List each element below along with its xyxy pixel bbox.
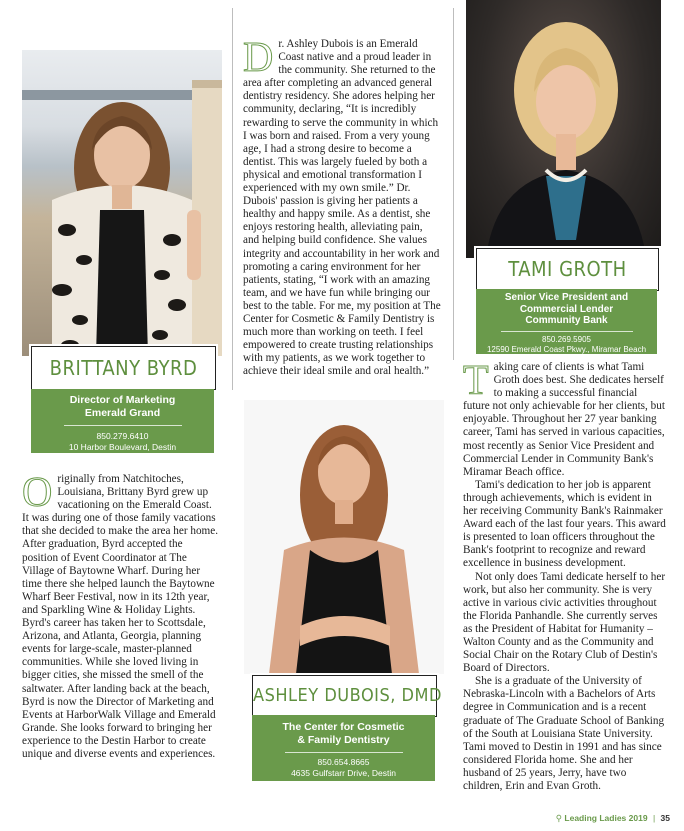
profile-title: Senior Vice President and Commercial Lender Community Bank bbox=[504, 292, 629, 326]
article-paragraph: Not only does Tami dedicate herself to her work, but also her community. She is very active in various civic activities throughout the Florida Panhandle. She currently serves as the President of Habitat for Humanity – Walton County and as the Community and Social Chair on the Rotary Club of Destin's Board of Directors. bbox=[463, 570, 666, 675]
drop-cap: T bbox=[463, 358, 489, 404]
info-divider bbox=[285, 752, 403, 753]
profile-phone: 850.279.6410 bbox=[96, 431, 149, 441]
page-number: 35 bbox=[660, 813, 670, 823]
article-paragraph: aking care of clients is what Tami Groth does best. She dedicates herself to making a successful financial future not only achievable for her clients, but enjoyable. Throughout her 27 year banking career, Tami has served in various capacities, most recently as Senior Vice President and Commercial Lender in Community Bank's Miramar Beach office. bbox=[463, 361, 665, 478]
profile-title: The Center for Cosmetic & Family Dentistry bbox=[282, 721, 405, 746]
drop-cap: O bbox=[22, 470, 53, 516]
profile-address: 10 Harbor Boulevard, Destin bbox=[68, 442, 177, 452]
profile-name: TAMI GROTH bbox=[508, 257, 627, 281]
column-divider-right bbox=[453, 8, 454, 360]
profile-name: BRITTANY BYRD bbox=[49, 356, 198, 380]
profile-address: 4635 Gulfstarr Drive, Destin bbox=[291, 768, 396, 778]
footer-separator: | bbox=[652, 813, 656, 823]
publication-name: Leading Ladies 2019 bbox=[564, 813, 648, 823]
article-body-tami-groth bbox=[463, 358, 666, 793]
profile-address: 12590 Emerald Coast Pkwy., Miramar Beach bbox=[486, 344, 647, 354]
info-box-brittany-byrd bbox=[31, 389, 214, 453]
page-footer bbox=[556, 813, 670, 824]
article-body-brittany-byrd bbox=[22, 470, 220, 761]
info-box-tami-groth bbox=[476, 289, 657, 354]
info-divider bbox=[64, 425, 182, 426]
pin-icon: ⚲ bbox=[555, 813, 563, 823]
article-body-ashley-dubois bbox=[243, 35, 441, 378]
article-paragraph: Tami's dedication to her job is apparent through achievements, which is evident in her receiving Community Bank's Rainmaker Award each of the last four years. This award is presented to loan officers throughout the Bank's footprint to recognize and reward excellence in business development. bbox=[463, 478, 666, 570]
profile-phone: 850.654.8665 bbox=[317, 757, 370, 767]
article-paragraph: She is a graduate of the University of Nebraska-Lincoln with a Bachelors of Arts degree in Communication and is a recent graduate of The Graduate School of Banking of the South at Louisiana State University. Tami moved to Destin in 1991 and has since considered Florida home. She and her husband of 25 years, Jerry, have two children, Erin and Evan Groth. bbox=[463, 675, 665, 792]
profile-title: Director of Marketing Emerald Grand bbox=[69, 394, 176, 419]
info-divider bbox=[501, 331, 633, 332]
article-paragraph: riginally from Natchitoches, Louisiana, Brittany Byrd grew up vacationing on the Emerald Coast. It was during one of those family vacations that she decided to make the area her home. After graduation, Byrd accepted the position of Event Coordinator at The Village of Baytowne Wharf. During her time there she helped launch the Baytowne Wharf Beer Festival, now in its 12th year, and Sparkling Wine & Holiday Lights. Byrd's career has taken her to Scottsdale, Arizona, and Atlanta, Georgia, planning events for large-scale, master-planned communities. While she loved living in bigger cities, she missed the smell of the saltwater. After landing back at the beach, Byrd is now the Director of Marketing and Events at HarborWalk Village and Emerald Grande. She looks forward to bringing her experience to the Destin Harbor to create unique and diverse events and experiences. bbox=[22, 473, 219, 760]
name-plate-ashley-dubois bbox=[252, 675, 442, 717]
article-paragraph: r. Ashley Dubois is an Emerald Coast native and a proud leader in the community. She returned to the area after completing an advanced general dentistry residency. She adores helping her community, declaring, “It is incredibly rewarding to serve the community in which I was born and raised. From a very young age, I had a strong desire to become a dentist. This was largely fueled by both a physical and emotional transformation I experienced with my own smile.” Dr. Dubois' passion is giving her patients a healthy and happy smile. As a dentist, she enjoys restoring health, alleviating pain, and helping build confidence. She values integrity and accountability in her work and promoting a caring environment for her patients, stating, “I work with an amazing team, and we have fun while bringing our best to the table. For me, my position at The Center for Cosmetic & Family Dentistry is much more than working on teeth. I feel empowered to create trusting relationships with my patients, as we work together to achieve their ideal smile and oral health.” bbox=[243, 38, 441, 378]
portrait-photo-ashley-dubois bbox=[244, 400, 444, 674]
portrait-photo-tami-groth bbox=[466, 0, 661, 258]
name-plate-brittany-byrd bbox=[31, 346, 216, 390]
portrait-photo-brittany-byrd bbox=[22, 50, 222, 356]
drop-cap: D bbox=[243, 35, 274, 81]
info-box-ashley-dubois bbox=[252, 715, 435, 781]
profile-phone: 850.269.5905 bbox=[542, 334, 591, 344]
name-plate-tami-groth bbox=[476, 248, 659, 291]
column-divider-left bbox=[232, 8, 233, 390]
profile-name: ASHLEY DUBOIS, DMD bbox=[253, 685, 442, 706]
